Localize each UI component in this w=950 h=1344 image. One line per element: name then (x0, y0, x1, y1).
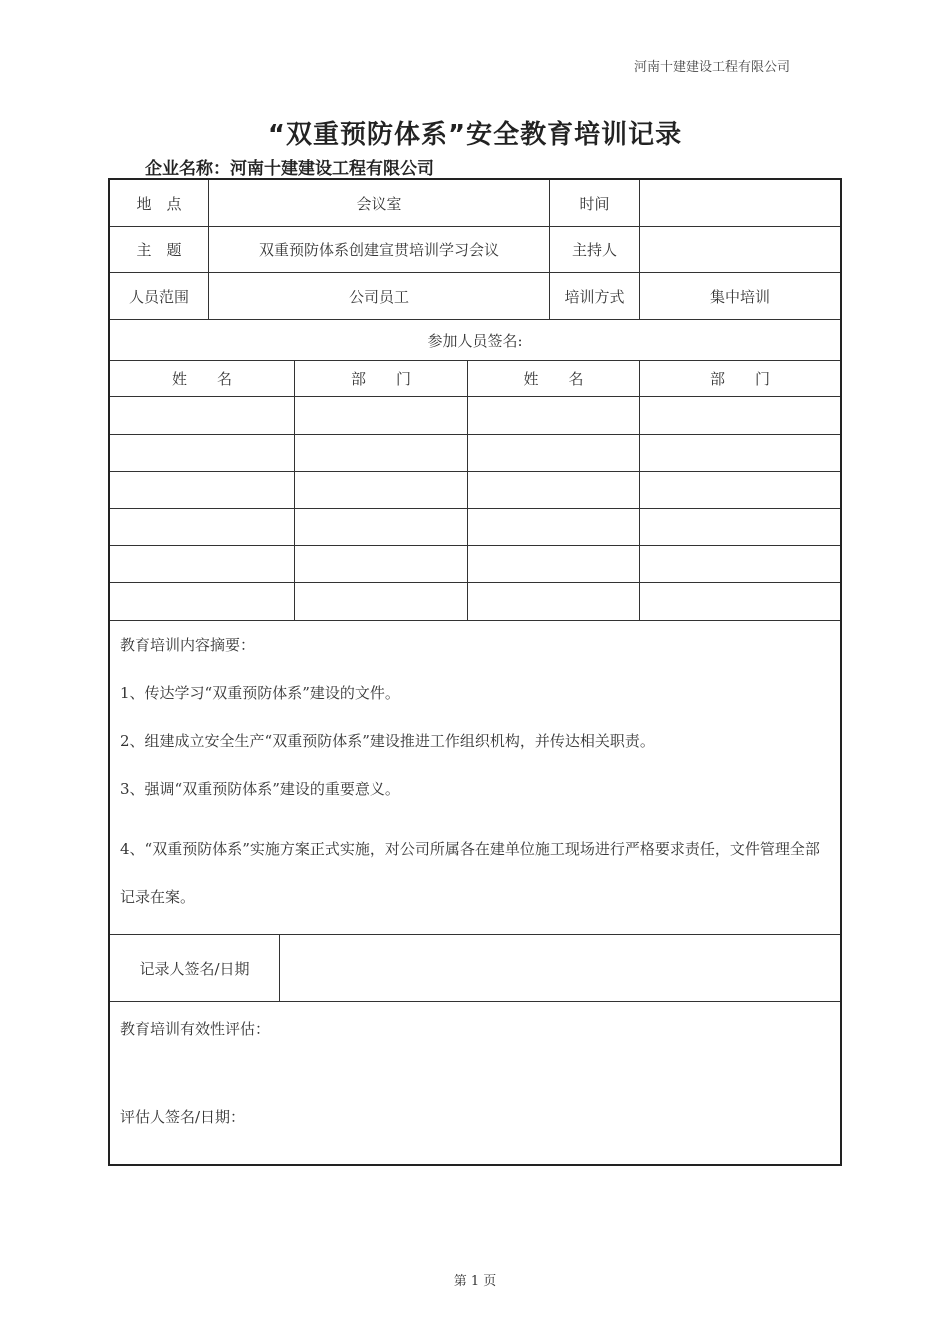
attendance-caption: 参加人员签名: (427, 331, 523, 350)
recorder-signature[interactable] (280, 935, 840, 1001)
signature-row (110, 583, 840, 621)
evaluation-box[interactable] (110, 1002, 840, 1129)
page-number: 第 1 页 (453, 1274, 497, 1289)
signature-name-cell[interactable] (468, 509, 640, 545)
signature-row (110, 435, 840, 472)
summary-item-2: 2、组建成立安全生产“双重预防体系”建设推进工作组织机构，并传达相关职责。 (120, 732, 655, 750)
signature-name-cell[interactable] (110, 546, 295, 582)
signature-dept-cell[interactable] (640, 397, 840, 434)
header-company: 河南十建建设工程有限公司 (633, 60, 790, 75)
row-attendance-header (110, 361, 840, 397)
row-summary (110, 621, 840, 935)
signature-name-cell[interactable] (110, 435, 295, 471)
recorder-label: 记录人签名/日期 (110, 935, 280, 1001)
row-scope (110, 273, 840, 320)
signature-row (110, 397, 840, 435)
row-topic (110, 227, 840, 273)
signature-dept-cell[interactable] (295, 546, 468, 582)
signature-row (110, 546, 840, 583)
method-label: 培训方式 (550, 273, 640, 319)
row-attendance-caption (110, 320, 840, 361)
signature-name-cell[interactable] (110, 583, 295, 620)
signature-dept-cell[interactable] (640, 509, 840, 545)
signature-name-cell[interactable] (468, 546, 640, 582)
signature-name-cell[interactable] (468, 435, 640, 471)
signature-dept-cell[interactable] (640, 583, 840, 620)
signature-dept-cell[interactable] (640, 435, 840, 471)
row-evaluation (110, 1002, 840, 1164)
signature-dept-cell[interactable] (295, 583, 468, 620)
time-label: 时间 (550, 180, 640, 226)
signature-dept-cell[interactable] (295, 397, 468, 434)
summary-item-3: 3、强调“双重预防体系”建设的重要意义。 (120, 780, 400, 798)
topic-label: 主 题 (110, 227, 209, 272)
location-value[interactable]: 会议室 (209, 180, 550, 226)
signature-name-cell[interactable] (468, 397, 640, 434)
time-value[interactable] (640, 180, 840, 226)
signature-dept-cell[interactable] (295, 509, 468, 545)
location-label: 地 点 (110, 180, 209, 226)
signature-dept-cell[interactable] (640, 472, 840, 508)
signature-dept-cell[interactable] (295, 472, 468, 508)
summary-item-4: 4、“双重预防体系”实施方案正式实施，对公司所属各在建单位施工现场进行严格要求责任，文件管理全部记录在案。 (120, 840, 820, 906)
row-recorder (110, 935, 840, 1002)
col-header-name-1: 姓 名 (110, 361, 295, 396)
host-value[interactable] (640, 227, 840, 272)
summary-label: 教育培训内容摘要： (120, 636, 256, 654)
col-header-name-2: 姓 名 (468, 361, 640, 396)
training-record-table (108, 178, 842, 1166)
signature-dept-cell[interactable] (640, 546, 840, 582)
method-value[interactable]: 集中培训 (709, 287, 770, 306)
topic-value[interactable]: 双重预防体系创建宣贯培训学习会议 (209, 227, 550, 272)
scope-label: 人员范围 (110, 273, 209, 319)
page-title: “双重预防体系”安全教育培训记录 (267, 120, 683, 150)
summary-box (110, 621, 840, 921)
evaluator-signature-label: 评估人签名/日期： (120, 1108, 246, 1126)
scope-value[interactable]: 公司员工 (209, 273, 550, 319)
evaluation-label: 教育培训有效性评估： (120, 1020, 271, 1038)
signature-row (110, 509, 840, 546)
signature-name-cell[interactable] (110, 397, 295, 434)
signature-name-cell[interactable] (468, 472, 640, 508)
col-header-dept-2: 部 门 (709, 370, 770, 388)
signature-name-cell[interactable] (110, 472, 295, 508)
host-label: 主持人 (550, 227, 640, 272)
signature-dept-cell[interactable] (295, 435, 468, 471)
summary-item-1: 1、传达学习“双重预防体系”建设的文件。 (120, 684, 400, 702)
signature-row (110, 472, 840, 509)
row-location (110, 180, 840, 227)
signature-name-cell[interactable] (110, 509, 295, 545)
col-header-dept-1: 部 门 (295, 361, 468, 396)
signature-name-cell[interactable] (468, 583, 640, 620)
company-name-line: 企业名称：河南十建建设工程有限公司 (145, 159, 434, 179)
